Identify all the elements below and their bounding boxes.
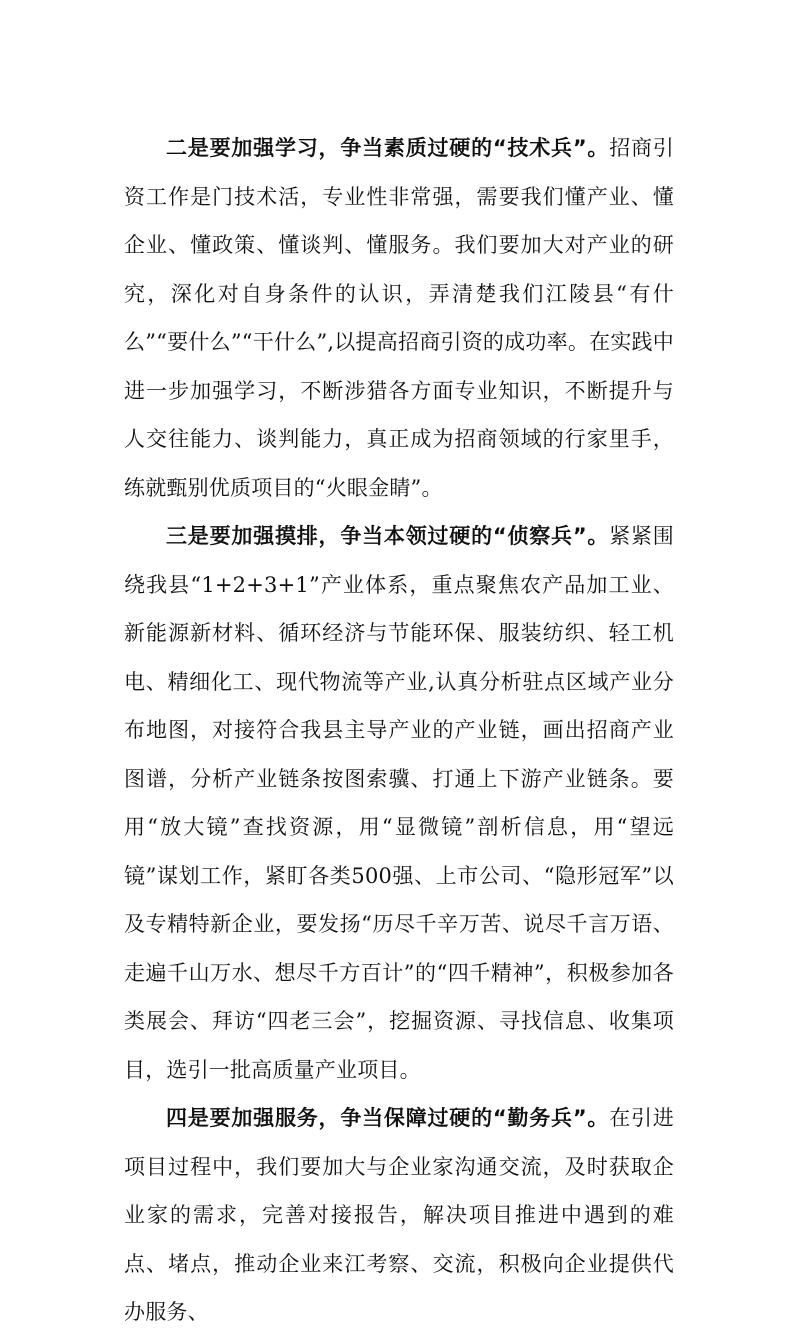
paragraph-service [124, 1094, 674, 1337]
paragraph-text: 紧紧围绕我县“1+2+3+1”产业体系，重点聚焦农产品加工业、新能源新材料、循环经济与节能环保、服装纺织、轻工机电、精细化工、现代物流等产业,认真分析驻点区域产业分布地图，对接符合我县主导产业的产业链，画出招商产业图谱，分析产业链条按图索骥、打通上下游产业链条。要用“放大镜”查找资源，用“显微镜”剖析信息，用“望远镜”谋划工作，紧盯各类500强、上市公司、“隐形冠军”以及专精特新企业，要发扬“历尽千辛万苦、说尽千言万语、走遍千山万水、想尽千方百计”的“四千精神”，积极参加各类展会、拜访“四老三会”，挖掘资源、寻找信息、收集项目，选引一批高质量产业项目。 [124, 524, 674, 1082]
paragraph-text: 招商引资工作是门技术活，专业性非常强，需要我们懂产业、懂企业、懂政策、懂谈判、懂服务。我们要加大对产业的研究，深化对自身条件的认识，弄清楚我们江陵县“有什么”“要什么”“干什么”,以提高招商引资的成功率。在实践中进一步加强学习，不断涉猎各方面专业知识，不断提升与人交往能力、谈判能力，真正成为招商领域的行家里手，练就甄别优质项目的“火眼金睛”。 [124, 136, 674, 500]
paragraph-study [124, 124, 674, 512]
paragraph-heading: 四是要加强服务，争当保障过硬的“勤务兵”。 [166, 1106, 610, 1130]
document-body [124, 124, 674, 1337]
paragraph-survey [124, 512, 674, 1094]
paragraph-heading: 三是要加强摸排，争当本领过硬的“侦察兵”。 [166, 524, 610, 548]
paragraph-text: 在引进项目过程中，我们要加大与企业家沟通交流，及时获取企业家的需求，完善对接报告，解决项目推进中遇到的难点、堵点，推动企业来江考察、交流，积极向企业提供代办服务、 [124, 1106, 674, 1324]
paragraph-heading: 二是要加强学习，争当素质过硬的“技术兵”。 [166, 136, 610, 160]
